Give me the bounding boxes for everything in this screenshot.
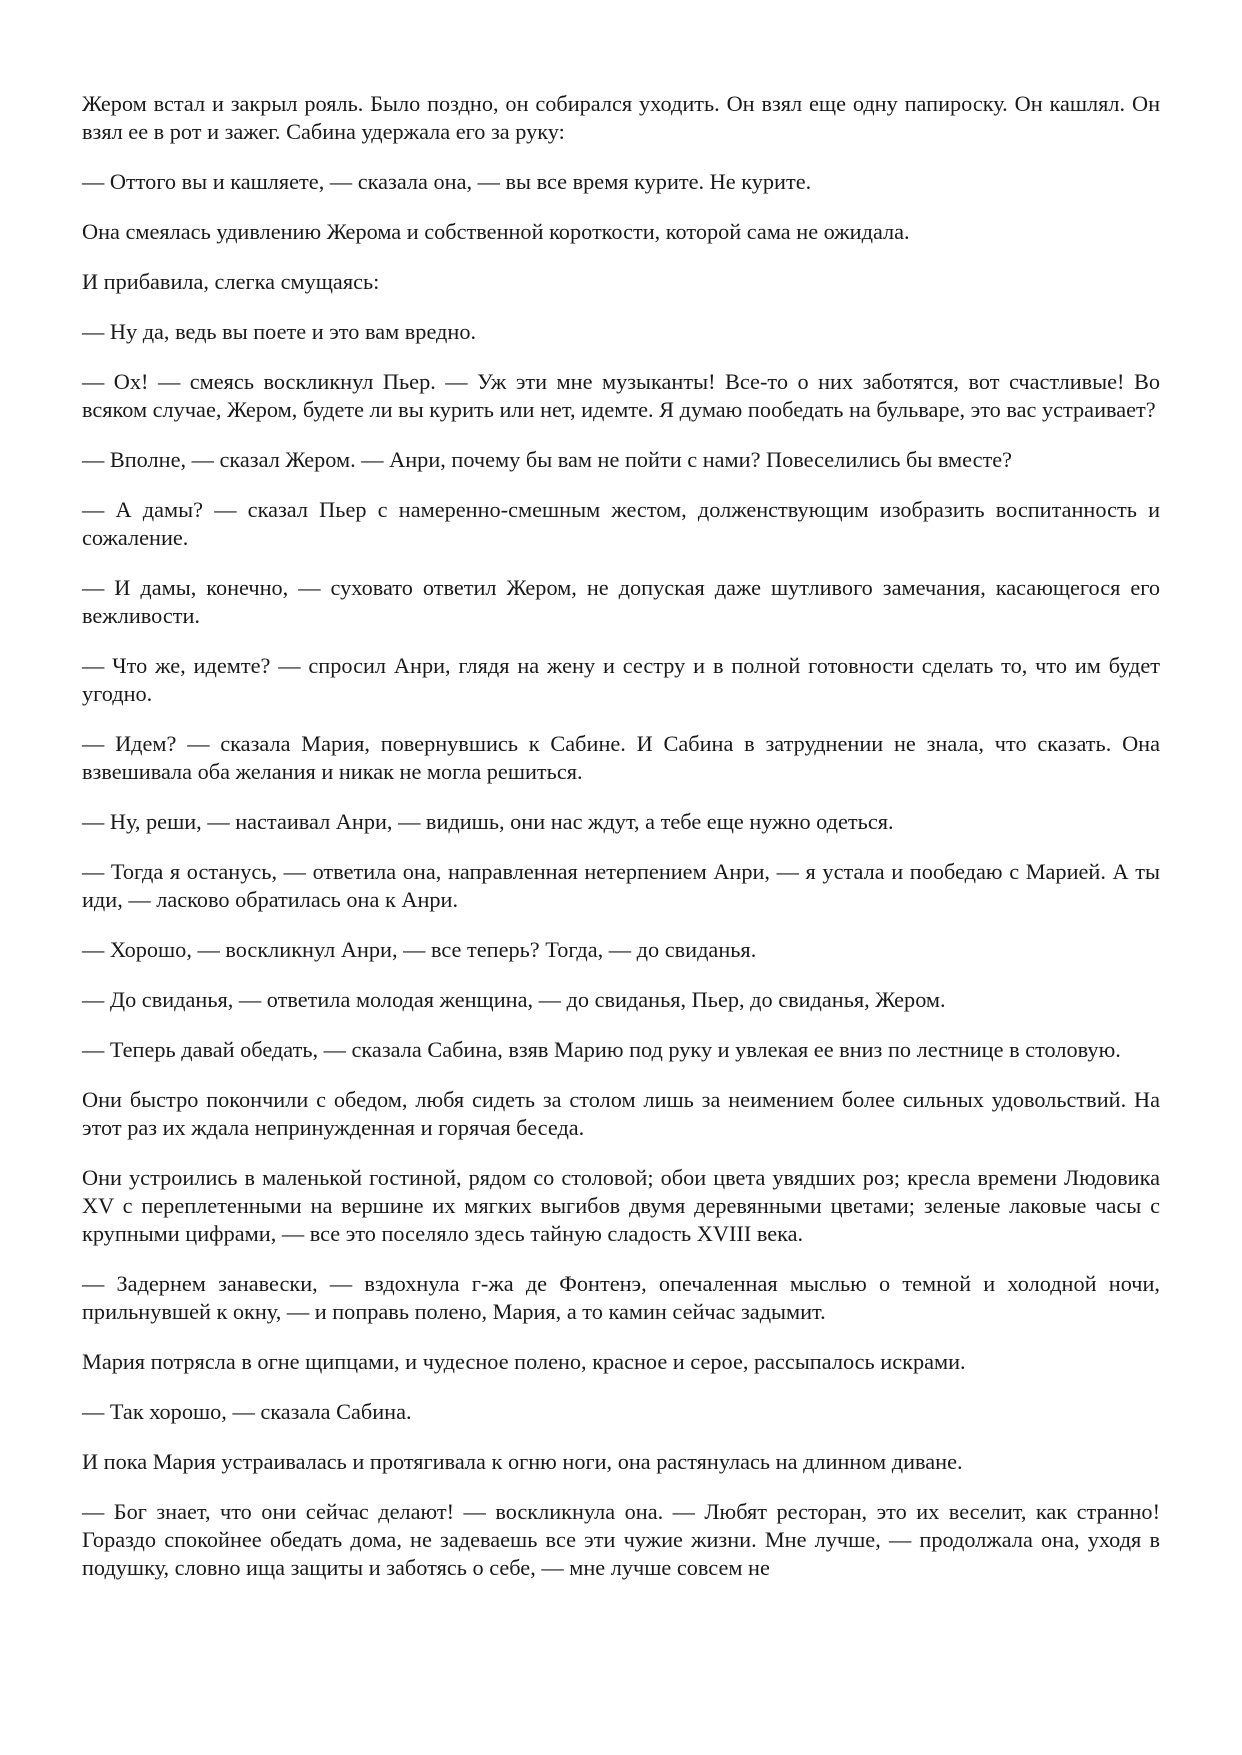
paragraph: — Ну, реши, — настаивал Анри, — видишь, они нас ждут, а тебе еще нужно одеться. [82, 809, 894, 834]
paragraph: — До свиданья, — ответила молодая женщина, — до свиданья, Пьер, до свиданья, Жером. [82, 987, 946, 1012]
paragraph: — А дамы? — сказал Пьер с намеренно-смешным жестом, долженствующим изобразить воспитанность и сожаление. [82, 497, 1160, 550]
paragraph: — Теперь давай обедать, — сказала Сабина, взяв Марию под руку и увлекая ее вниз по лестнице в столовую. [82, 1037, 1121, 1062]
paragraph: — Задернем занавески, — вздохнула г-жа де Фонтенэ, опечаленная мыслью о темной и холодной ночи, прильнувшей к окну, — и поправь полено, Мария, а то камин сейчас задымит. [82, 1271, 1160, 1324]
paragraph: — Ох! — смеясь воскликнул Пьер. — Уж эти мне музыканты! Все-то о них заботятся, вот счастливые! Во всяком случае, Жером, будете ли вы курить или нет, идемте. Я думаю пообедать на бульваре, это вас устраивает? [82, 369, 1160, 422]
paragraph: — Хорошо, — воскликнул Анри, — все теперь? Тогда, — до свиданья. [82, 937, 757, 962]
paragraph: — И дамы, конечно, — суховато ответил Жером, не допуская даже шутливого замечания, касающегося его вежливости. [82, 575, 1160, 628]
paragraph: Они устроились в маленькой гостиной, рядом со столовой; обои цвета увядших роз; кресла времени Людовика XV с переплетенными на вершине их мягких выгибов двумя деревянными цветами; зеленые лаковые часы с крупными цифрами, — все это поселяло здесь тайную сладость XVIII века. [82, 1165, 1160, 1246]
paragraph: И прибавила, слегка смущаясь: [82, 269, 380, 294]
document-page [82, 90, 1160, 1604]
paragraph: Они быстро покончили с обедом, любя сидеть за столом лишь за неимением более сильных удовольствий. На этот раз их ждала непринужденная и горячая беседа. [82, 1087, 1160, 1140]
paragraph: — Так хорошо, — сказала Сабина. [82, 1399, 412, 1424]
paragraph: Она смеялась удивлению Жерома и собственной короткости, которой сама не ожидала. [82, 219, 910, 244]
paragraph: — Идем? — сказала Мария, повернувшись к Сабине. И Сабина в затруднении не знала, что сказать. Она взвешивала оба желания и никак не могла решиться. [82, 731, 1160, 784]
paragraph: — Вполне, — сказал Жером. — Анри, почему бы вам не пойти с нами? Повеселились бы вместе? [82, 447, 1013, 472]
paragraph: Мария потрясла в огне щипцами, и чудесное полено, красное и серое, рассыпалось искрами. [82, 1349, 966, 1374]
paragraph: И пока Мария устраивалась и протягивала к огню ноги, она растянулась на длинном диване. [82, 1449, 963, 1474]
paragraph: — Оттого вы и кашляете, — сказала она, — вы все время курите. Не курите. [82, 169, 812, 194]
paragraph: — Бог знает, что они сейчас делают! — воскликнула она. — Любят ресторан, это их веселит, как странно! Гораздо спокойнее обедать дома, не задеваешь все эти чужие жизни. Мне лучше, — продолжала она, уходя в подушку, словно ища защиты и заботясь о себе, — мне лучше совсем не [82, 1499, 1160, 1580]
paragraph: — Ну да, ведь вы поете и это вам вредно. [82, 319, 477, 344]
paragraph: — Тогда я останусь, — ответила она, направленная нетерпением Анри, — я устала и пообедаю с Марией. А ты иди, — ласково обратилась она к Анри. [82, 859, 1160, 912]
paragraph: Жером встал и закрыл рояль. Было поздно, он собирался уходить. Он взял еще одну папироску. Он кашлял. Он взял ее в рот и зажег. Сабина удержала его за руку: [82, 91, 1160, 144]
paragraph: — Что же, идемте? — спросил Анри, глядя на жену и сестру и в полной готовности сделать то, что им будет угодно. [82, 653, 1160, 706]
